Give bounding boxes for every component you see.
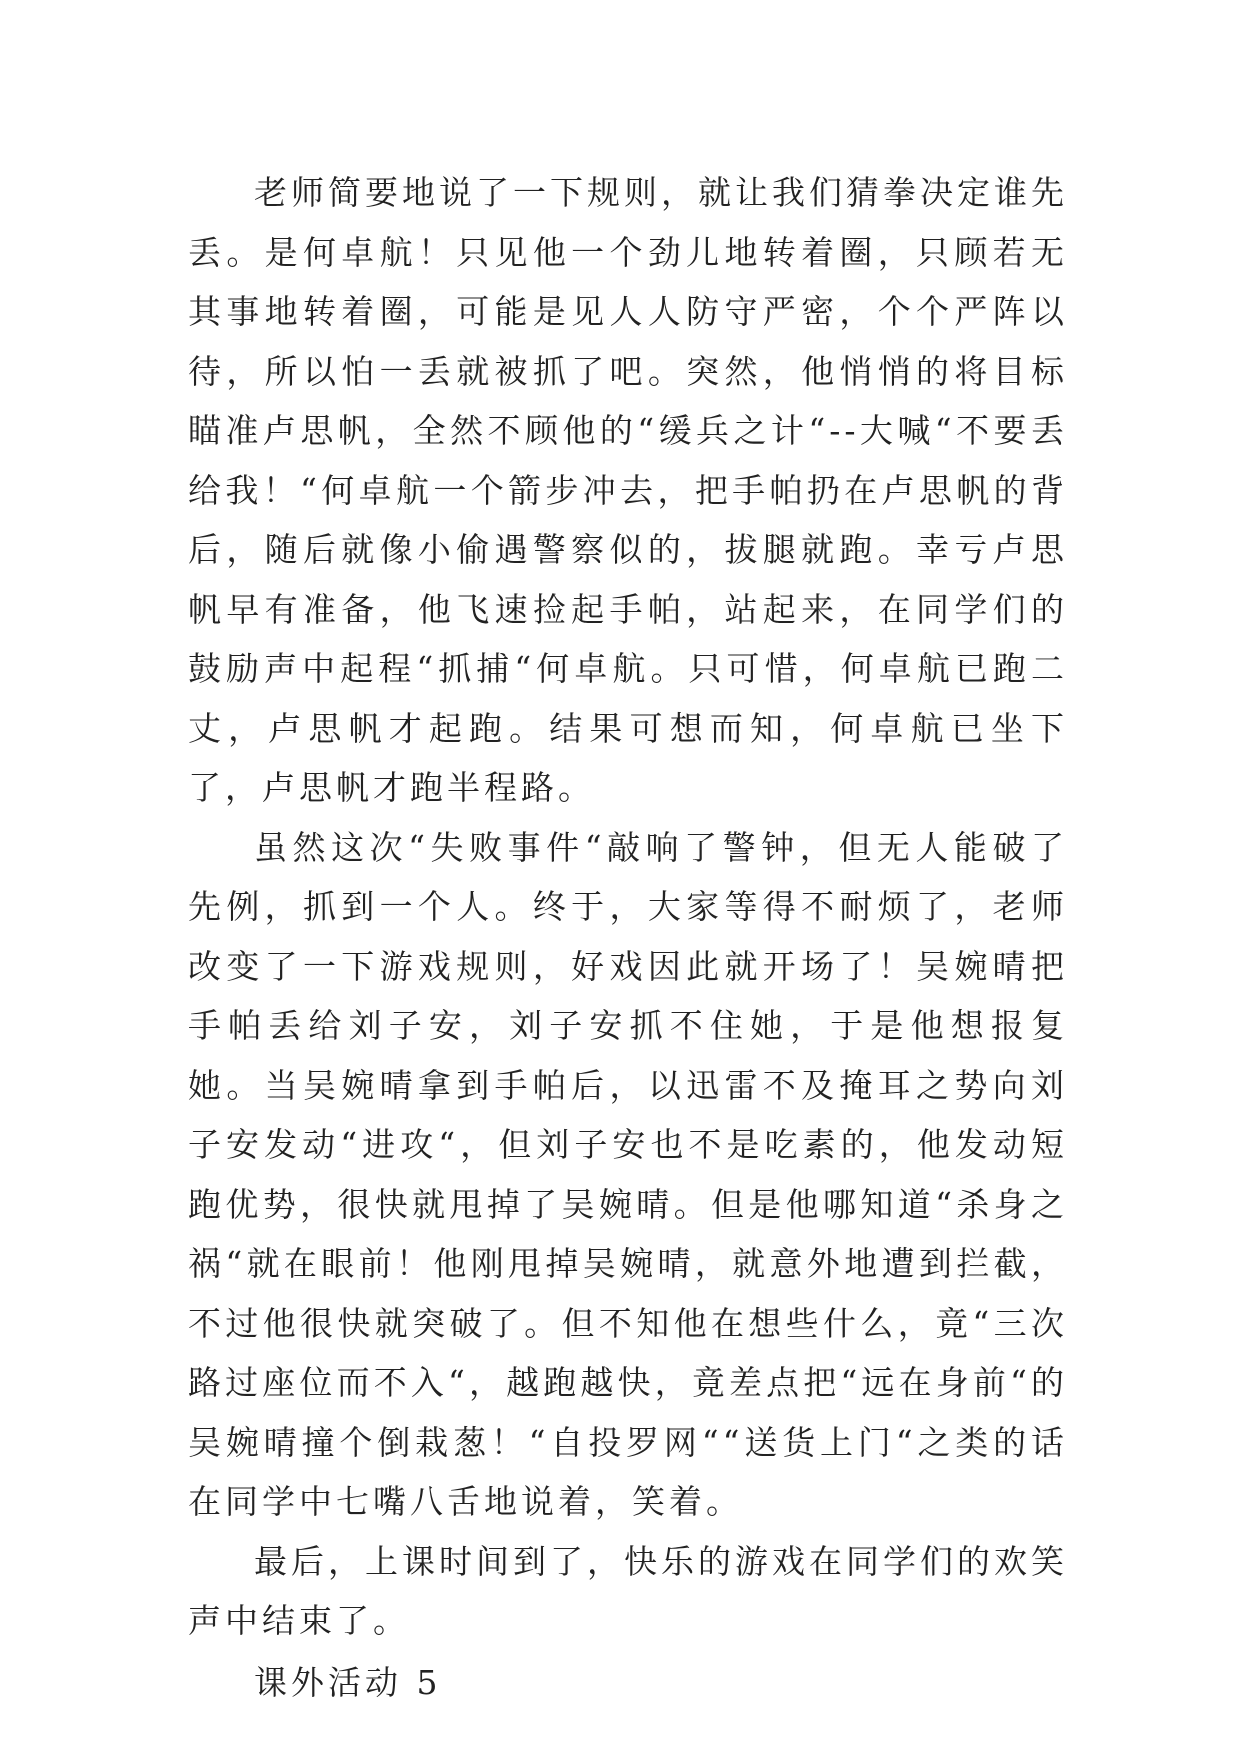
document-page <box>188 163 1068 1712</box>
paragraph-rules: 老师简要地说了一下规则，就让我们猜拳决定谁先丢。是何卓航！只见他一个劲儿地转着圈，只顾若无其事地转着圈，可能是见人人防守严密，个个严阵以待，所以怕一丢就被抓了吧。突然，他悄悄的将目标瞄准卢思帆，全然不顾他的“缓兵之计“--大喊“不要丢给我！“何卓航一个箭步冲去，把手帕扔在卢思帆的背后，随后就像小偷遇警察似的，拔腿就跑。幸亏卢思帆早有准备，他飞速捡起手帕，站起来，在同学们的鼓励声中起程“抓捕“何卓航。只可惜，何卓航已跑二丈，卢思帆才起跑。结果可想而知，何卓航已坐下了，卢思帆才跑半程路。 <box>188 173 1068 807</box>
paragraph-ending: 最后，上课时间到了，快乐的游戏在同学们的欢笑声中结束了。 <box>188 1541 1068 1640</box>
section-heading: 课外活动 5 <box>254 1662 442 1702</box>
paragraph-game: 虽然这次“失败事件“敲响了警钟，但无人能破了先例，抓到一个人。终于，大家等得不耐烦了，老师改变了一下游戏规则，好戏因此就开场了！吴婉晴把手帕丢给刘子安，刘子安抓不住她，于是他想报复她。当吴婉晴拿到手帕后，以迅雷不及掩耳之势向刘子安发动“进攻“，但刘子安也不是吃素的，他发动短跑优势，很快就甩掉了吴婉晴。但是他哪知道“杀身之祸“就在眼前！他刚甩掉吴婉晴，就意外地遭到拦截，不过他很快就突破了。但不知他在想些什么，竟“三次路过座位而不入“，越跑越快，竟差点把“远在身前“的吴婉晴撞个倒栽葱！“自投罗网““送货上门“之类的话在同学中七嘴八舌地说着，笑着。 <box>188 827 1068 1521</box>
